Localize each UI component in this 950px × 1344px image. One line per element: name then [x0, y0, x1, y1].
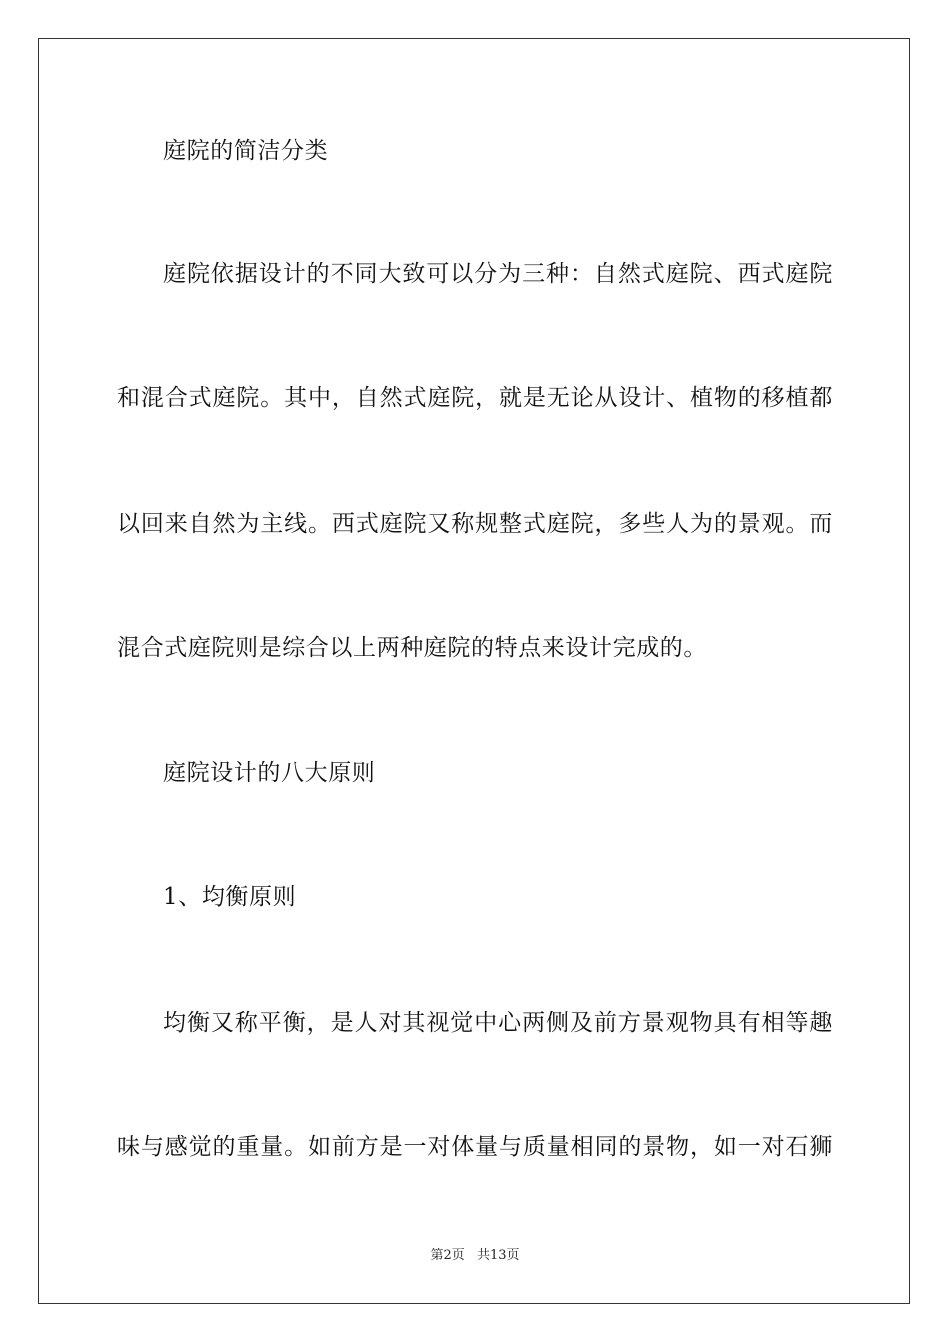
- paragraph-line: 味与感觉的重量。如前方是一对体量与质量相同的景物，如一对石狮: [117, 1134, 833, 1160]
- paragraph-line: 以回来自然为主线。西式庭院又称规整式庭院，多些人为的景观。而: [117, 511, 833, 537]
- paragraph-line: 混合式庭院则是综合以上两种庭院的特点来设计完成的。: [117, 635, 707, 661]
- page-number-current: 第2页: [430, 1248, 465, 1263]
- paragraph-line: 庭院依据设计的不同大致可以分为三种：自然式庭院、西式庭院: [163, 261, 833, 287]
- paragraph-line: 均衡又称平衡，是人对其视觉中心两侧及前方景观物具有相等趣: [163, 1010, 833, 1036]
- subsection-heading-balance: 1、均衡原则: [163, 884, 297, 910]
- section-heading-classification: 庭院的简洁分类: [163, 138, 329, 164]
- section-heading-principles: 庭院设计的八大原则: [163, 760, 376, 786]
- page-footer: [0, 1247, 950, 1265]
- paragraph-line: 和混合式庭院。其中，自然式庭院，就是无论从设计、植物的移植都: [117, 385, 833, 411]
- page-number-total: 共13页: [476, 1248, 520, 1263]
- page-border: [38, 38, 910, 1304]
